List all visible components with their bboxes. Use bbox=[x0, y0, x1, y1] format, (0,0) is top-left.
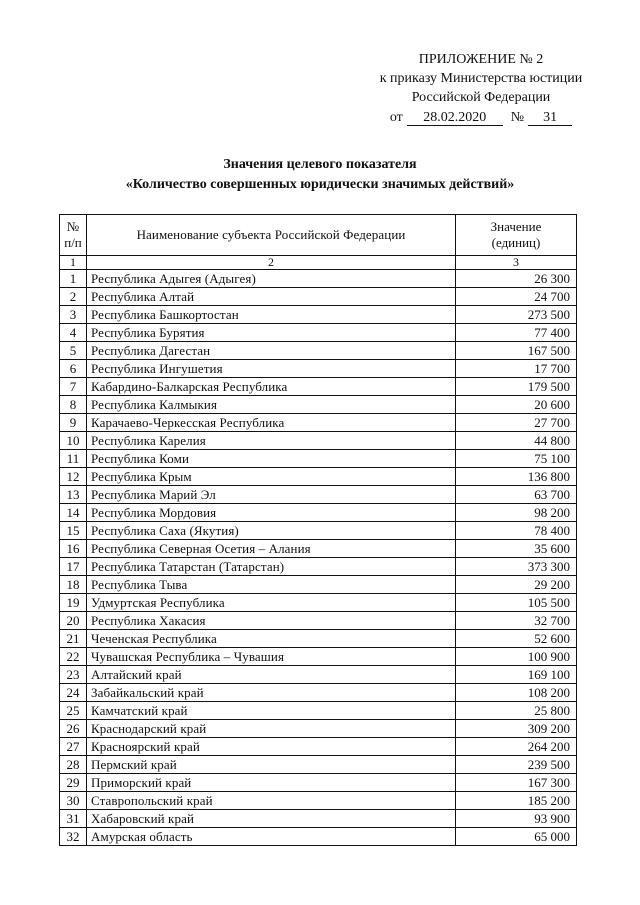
appendix-number: ПРИЛОЖЕНИЕ № 2 bbox=[418, 52, 544, 67]
row-number: 16 bbox=[60, 540, 87, 558]
region-value: 373 300 bbox=[456, 558, 577, 576]
row-number: 32 bbox=[60, 828, 87, 846]
column-index-2: 2 bbox=[87, 256, 456, 270]
table-header-row bbox=[60, 215, 577, 256]
table-row bbox=[60, 342, 577, 360]
table-row bbox=[60, 792, 577, 810]
region-name: Республика Ингушетия bbox=[87, 360, 456, 378]
row-number: 25 bbox=[60, 702, 87, 720]
table-row bbox=[60, 558, 577, 576]
appendix-header bbox=[356, 50, 606, 127]
row-number: 9 bbox=[60, 414, 87, 432]
region-name: Республика Алтай bbox=[87, 288, 456, 306]
region-value: 273 500 bbox=[456, 306, 577, 324]
region-name: Ставропольский край bbox=[87, 792, 456, 810]
table-row bbox=[60, 828, 577, 846]
region-value: 264 200 bbox=[456, 738, 577, 756]
region-name: Республика Саха (Якутия) bbox=[87, 522, 456, 540]
table-row bbox=[60, 702, 577, 720]
row-number: 22 bbox=[60, 648, 87, 666]
indicator-table bbox=[59, 214, 577, 846]
region-name: Республика Крым bbox=[87, 468, 456, 486]
table-row bbox=[60, 288, 577, 306]
table-row bbox=[60, 270, 577, 288]
region-name: Республика Марий Эл bbox=[87, 486, 456, 504]
from-label: от bbox=[389, 110, 403, 125]
row-number: 17 bbox=[60, 558, 87, 576]
region-value: 93 900 bbox=[456, 810, 577, 828]
region-name: Республика Татарстан (Татарстан) bbox=[87, 558, 456, 576]
row-number: 30 bbox=[60, 792, 87, 810]
table-row bbox=[60, 576, 577, 594]
number-label: № bbox=[510, 110, 525, 125]
region-value: 65 000 bbox=[456, 828, 577, 846]
title-line-1: Значения целевого показателя bbox=[223, 157, 417, 172]
region-name: Приморский край bbox=[87, 774, 456, 792]
region-value: 17 700 bbox=[456, 360, 577, 378]
column-index-1: 1 bbox=[60, 256, 87, 270]
row-number: 4 bbox=[60, 324, 87, 342]
table-row bbox=[60, 504, 577, 522]
region-value: 35 600 bbox=[456, 540, 577, 558]
region-name: Республика Башкортостан bbox=[87, 306, 456, 324]
row-number: 21 bbox=[60, 630, 87, 648]
region-name: Республика Бурятия bbox=[87, 324, 456, 342]
row-number: 7 bbox=[60, 378, 87, 396]
table-row bbox=[60, 396, 577, 414]
header-value bbox=[456, 215, 577, 256]
table-row bbox=[60, 468, 577, 486]
region-value: 78 400 bbox=[456, 522, 577, 540]
region-name: Республика Северная Осетия – Алания bbox=[87, 540, 456, 558]
order-date-line bbox=[356, 108, 606, 127]
region-value: 52 600 bbox=[456, 630, 577, 648]
table-row bbox=[60, 360, 577, 378]
row-number: 12 bbox=[60, 468, 87, 486]
table-row bbox=[60, 648, 577, 666]
order-date: 28.02.2020 bbox=[407, 110, 503, 126]
region-value: 27 700 bbox=[456, 414, 577, 432]
order-reference: к приказу Министерства юстиции bbox=[379, 71, 583, 86]
region-value: 32 700 bbox=[456, 612, 577, 630]
row-number: 23 bbox=[60, 666, 87, 684]
table-row bbox=[60, 378, 577, 396]
row-number: 6 bbox=[60, 360, 87, 378]
region-value: 239 500 bbox=[456, 756, 577, 774]
region-value: 20 600 bbox=[456, 396, 577, 414]
row-number: 19 bbox=[60, 594, 87, 612]
region-name: Чеченская Республика bbox=[87, 630, 456, 648]
region-value: 63 700 bbox=[456, 486, 577, 504]
region-value: 167 500 bbox=[456, 342, 577, 360]
region-name: Республика Тыва bbox=[87, 576, 456, 594]
table-row bbox=[60, 432, 577, 450]
region-name: Республика Хакасия bbox=[87, 612, 456, 630]
row-number: 31 bbox=[60, 810, 87, 828]
row-number: 5 bbox=[60, 342, 87, 360]
region-value: 105 500 bbox=[456, 594, 577, 612]
table-row bbox=[60, 324, 577, 342]
table-row bbox=[60, 630, 577, 648]
document-title bbox=[0, 155, 640, 195]
order-number: 31 bbox=[528, 110, 572, 126]
table-row bbox=[60, 612, 577, 630]
table-row bbox=[60, 720, 577, 738]
region-value: 179 500 bbox=[456, 378, 577, 396]
region-value: 75 100 bbox=[456, 450, 577, 468]
row-number: 18 bbox=[60, 576, 87, 594]
region-name: Республика Адыгея (Адыгея) bbox=[87, 270, 456, 288]
row-number: 20 bbox=[60, 612, 87, 630]
region-value: 167 300 bbox=[456, 774, 577, 792]
region-name: Республика Карелия bbox=[87, 432, 456, 450]
table-row bbox=[60, 522, 577, 540]
row-number: 15 bbox=[60, 522, 87, 540]
row-number: 24 bbox=[60, 684, 87, 702]
region-name: Чувашская Республика – Чувашия bbox=[87, 648, 456, 666]
region-name: Пермский край bbox=[87, 756, 456, 774]
region-name: Камчатский край bbox=[87, 702, 456, 720]
row-number: 11 bbox=[60, 450, 87, 468]
region-name: Кабардино-Балкарская Республика bbox=[87, 378, 456, 396]
region-value: 29 200 bbox=[456, 576, 577, 594]
table-row bbox=[60, 810, 577, 828]
table-row bbox=[60, 684, 577, 702]
region-name: Республика Калмыкия bbox=[87, 396, 456, 414]
region-value: 77 400 bbox=[456, 324, 577, 342]
ministry-name: Российской Федерации bbox=[411, 90, 551, 105]
row-number: 29 bbox=[60, 774, 87, 792]
region-value: 24 700 bbox=[456, 288, 577, 306]
column-index-row bbox=[60, 256, 577, 270]
row-number: 8 bbox=[60, 396, 87, 414]
region-value: 25 800 bbox=[456, 702, 577, 720]
region-name: Республика Дагестан bbox=[87, 342, 456, 360]
region-value: 44 800 bbox=[456, 432, 577, 450]
table-row bbox=[60, 594, 577, 612]
region-value: 100 900 bbox=[456, 648, 577, 666]
table-row bbox=[60, 450, 577, 468]
region-name: Карачаево-Черкесская Республика bbox=[87, 414, 456, 432]
region-name: Краснодарский край bbox=[87, 720, 456, 738]
header-value-label: Значение (единиц) bbox=[490, 219, 542, 250]
region-value: 26 300 bbox=[456, 270, 577, 288]
region-value: 136 800 bbox=[456, 468, 577, 486]
row-number: 1 bbox=[60, 270, 87, 288]
region-name: Алтайский край bbox=[87, 666, 456, 684]
table-row bbox=[60, 666, 577, 684]
table-row bbox=[60, 486, 577, 504]
region-name: Амурская область bbox=[87, 828, 456, 846]
header-region-name: Наименование субъекта Российской Федерации bbox=[87, 215, 456, 256]
row-number: 27 bbox=[60, 738, 87, 756]
region-value: 108 200 bbox=[456, 684, 577, 702]
row-number: 2 bbox=[60, 288, 87, 306]
header-number-label: № п/п bbox=[64, 219, 82, 250]
region-value: 98 200 bbox=[456, 504, 577, 522]
region-name: Красноярский край bbox=[87, 738, 456, 756]
region-name: Забайкальский край bbox=[87, 684, 456, 702]
table-body bbox=[60, 270, 577, 846]
region-value: 309 200 bbox=[456, 720, 577, 738]
table-row bbox=[60, 774, 577, 792]
table-row bbox=[60, 756, 577, 774]
region-name: Хабаровский край bbox=[87, 810, 456, 828]
region-value: 185 200 bbox=[456, 792, 577, 810]
table-row bbox=[60, 414, 577, 432]
row-number: 13 bbox=[60, 486, 87, 504]
region-value: 169 100 bbox=[456, 666, 577, 684]
row-number: 10 bbox=[60, 432, 87, 450]
column-index-3: 3 bbox=[456, 256, 577, 270]
region-name: Удмуртская Республика bbox=[87, 594, 456, 612]
table-row bbox=[60, 738, 577, 756]
row-number: 26 bbox=[60, 720, 87, 738]
region-name: Республика Коми bbox=[87, 450, 456, 468]
header-number bbox=[60, 215, 87, 256]
row-number: 3 bbox=[60, 306, 87, 324]
title-line-2: «Количество совершенных юридически значимых действий» bbox=[125, 177, 515, 192]
region-name: Республика Мордовия bbox=[87, 504, 456, 522]
table-row bbox=[60, 540, 577, 558]
table-row bbox=[60, 306, 577, 324]
row-number: 28 bbox=[60, 756, 87, 774]
row-number: 14 bbox=[60, 504, 87, 522]
